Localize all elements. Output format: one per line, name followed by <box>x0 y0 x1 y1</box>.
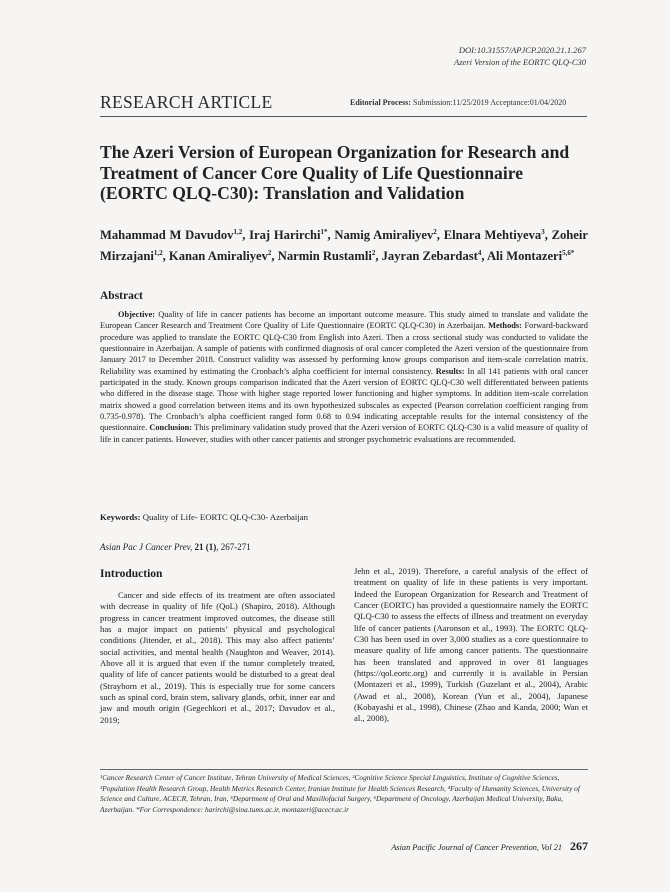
author-affiliation: 2 <box>433 228 437 236</box>
conclusion-label: Conclusion: <box>149 423 193 433</box>
introduction-heading: Introduction <box>100 568 163 580</box>
author-affiliation: 1,2 <box>233 228 243 236</box>
header-rule <box>100 116 587 117</box>
author-affiliation: 5,6* <box>562 248 575 257</box>
citation-journal: Asian Pac J Cancer Prev, <box>100 542 193 552</box>
footnote-rule <box>100 769 588 770</box>
author: Elnara Mehtiyeva <box>443 228 542 242</box>
author: Jayran Zebardast <box>381 248 478 263</box>
objective-label: Objective: <box>118 310 156 319</box>
editorial-process <box>350 98 566 107</box>
introduction-paragraph-right: Jehn et al., 2019). Therefore, a careful analysis of the effect of treatment on quality of life in these patients is very important. Indeed the European Organization for Research and Treatment of Cancer (EORTC) has provided a questionnaire namely the EORTC QLQ-C30 to assess the effects of illness and treatment on everyday life of cancer patients (Aaronson et al., 1993). The EORTC QLQ-C30 has been used in over 3,000 studies as a core questionnaire to measure quality of life among cancer patients. The questionnaire has been translated and approved in over 81 languages (https://qol.eortc.org) and currently it is available in Persian (Montazeri et al., 1999), Turkish (Guzelant et al., 2004), Arabic (Awad et al., 2008), Korean (Yun et al., 2004), Japanese (Kobayashi et al., 1998), Chinese (Zhao and Kanda, 2000; Wan et al., 2008), <box>354 566 588 724</box>
abstract-heading: Abstract <box>100 290 143 302</box>
running-title: Azeri Version of the EORTC QLQ-C30 <box>454 57 586 67</box>
author: Kanan Amiraliyev <box>168 248 268 263</box>
keywords <box>100 512 308 522</box>
author-affiliation: 2 <box>371 248 376 257</box>
author: Namig Amiraliyev <box>334 228 434 242</box>
right-column <box>354 566 588 725</box>
doi: DOI:10.31557/APJCP.2020.21.1.267 <box>458 45 586 55</box>
editorial-dates: Submission:11/25/2019 Acceptance:01/04/2020 <box>412 98 567 107</box>
author: Ali Montazeri <box>486 248 563 263</box>
affiliation-footnotes: ¹Cancer Research Center of Cancer Institute, Tehran University of Medical Sciences, ²Cognitive Science Special Linguistics, Institute of Cognitive Sciences, ³Population Health Research Group, Health Metrics Research Center, Iranian Institute for Health Sciences Research, ⁴Faculty of Humanity Sciences, University of Science and Culture, ACECR, Tehran, Iran, ⁵Department of Oral and Maxillofacial Surgery, ⁶Department of Oncology, Azerbaijan Medical University, Baku, Azerbaijan. *For Correspondence: harirchi@sina.tums.ac.ir, montazeri@acecr.ac.ir <box>100 773 580 814</box>
author-list: Mahammad M Davudov$^{1,2}$, Iraj Harirchi$^{1*}$, Namig Amiraliyev$^2$, Elnara Mehtiyeva$^3$, Zoheir Mirzajani$^{1,2}$, Kanan Amiraliyev$^2$, Narmin Rustamli$^2$, Jayran Zebardast$^4$, Ali Montazeri$^{5,6*}$ <box>100 228 588 263</box>
objective-text: Quality of life in cancer patients has become an important outcome measure. This study aimed to translate and validate the European Cancer Research and Treatment Core Quality of Life Questionnaire (EORTC QLQ-C30) in Azerbaijan. <box>100 310 588 331</box>
abstract-body <box>100 309 588 445</box>
page-number: 267 <box>570 839 588 853</box>
author: Mahammad M Davudov <box>100 228 234 242</box>
methods-label: Methods: <box>488 321 522 331</box>
keywords-label: Keywords: <box>100 512 141 522</box>
left-column <box>100 568 335 726</box>
page-footer <box>391 839 588 854</box>
author-affiliation: 3 <box>541 228 545 236</box>
editorial-label: Editorial Process: <box>350 98 411 107</box>
keywords-text: Quality of Life- EORTC QLQ-C30- Azerbaijan <box>140 512 308 522</box>
citation-pages: , 267-271 <box>216 542 251 552</box>
author: Iraj Harirchi <box>249 228 321 242</box>
article-type: RESEARCH ARTICLE <box>100 92 273 112</box>
footer-journal: Asian Pacific Journal of Cancer Prevention, Vol 21 <box>391 843 562 852</box>
author: Zoheir Mirzajani <box>100 228 588 263</box>
citation <box>100 542 251 552</box>
paper-title: The Azeri Version of European Organization for Research and Treatment of Cancer Core Quality of Life Questionnaire (EORTC QLQ-C30): Translation and Validation <box>100 142 570 203</box>
introduction-paragraph-left: Cancer and side effects of its treatment are often associated with decrease in quality of life (QoL) (Shapiro, 2018). Although progress in cancer treatment improved outcomes, the disease still has a major impact on patients’ physical and psychological conditions (Jitender, et al., 2018). This may also affect patients’ social activities, and mental health (Naughton and Weaver, 2014). Above all it is argued that even if the tumor completely treated, quality of life of cancer patients would be disturbed to a great deal (Strayhorn et al., 2019). This is especially true for some cancers such as spinal cord, brain stem, salivary glands, orbit, inner ear and jaw and mouth origin (Gegechkori et al., 2017; Davudov et al., 2019; <box>100 590 335 725</box>
citation-volume: 21 (1) <box>194 542 217 552</box>
results-label: Results: <box>435 366 465 376</box>
author-affiliation: 1* <box>320 228 328 236</box>
doi-header <box>454 44 586 68</box>
methods-text: Forward-backward procedure was applied to translate the EORTC QLQ-C30 from English into Azeri. Then a cross sectional study was conducted to validate the questionnaire in Azerbaijan. A sample of patients with confirmed diagnosis of oral cancer completed the Azeri version of the questionnaire from January 2017 to December 2018. Construct validity was assessed by performing know groups comparison and item-scale correlation matrix. Reliability was examined by estimating the Cronbach’s alpha coefficient for internal consistency. <box>100 321 588 376</box>
author: Narmin Rustamli <box>277 248 372 263</box>
author-affiliation: 4 <box>477 248 482 257</box>
conclusion-text: This preliminary validation study proved that the Azeri version of EORTC QLQ-C30 is a valid measure of quality of life in cancer patients. However, studies with other cancer patients and stronger psychometric evaluations are recommended. <box>100 423 589 444</box>
author-affiliation: 2 <box>267 248 272 257</box>
author-affiliation: 1,2 <box>153 248 163 257</box>
results-text: In all 141 patients with oral cancer participated in the study. Known groups comparison indicated that the Azeri version of EORTC QLQ-C30 well differentiated between patients who differed in the disease stage. Those with higher stage reported lower functioning and higher symptoms. In addition item-scale correlation matrix showed a good correlation between items and its own hypothesized subscales as expected (Pearson correlation coefficient ranging from 0.735-0.978). The Cronbach’s alpha coefficient ranged form 0.68 to 0.94 indicating acceptable results for the internal consistency of the questionnaire. <box>100 366 588 433</box>
